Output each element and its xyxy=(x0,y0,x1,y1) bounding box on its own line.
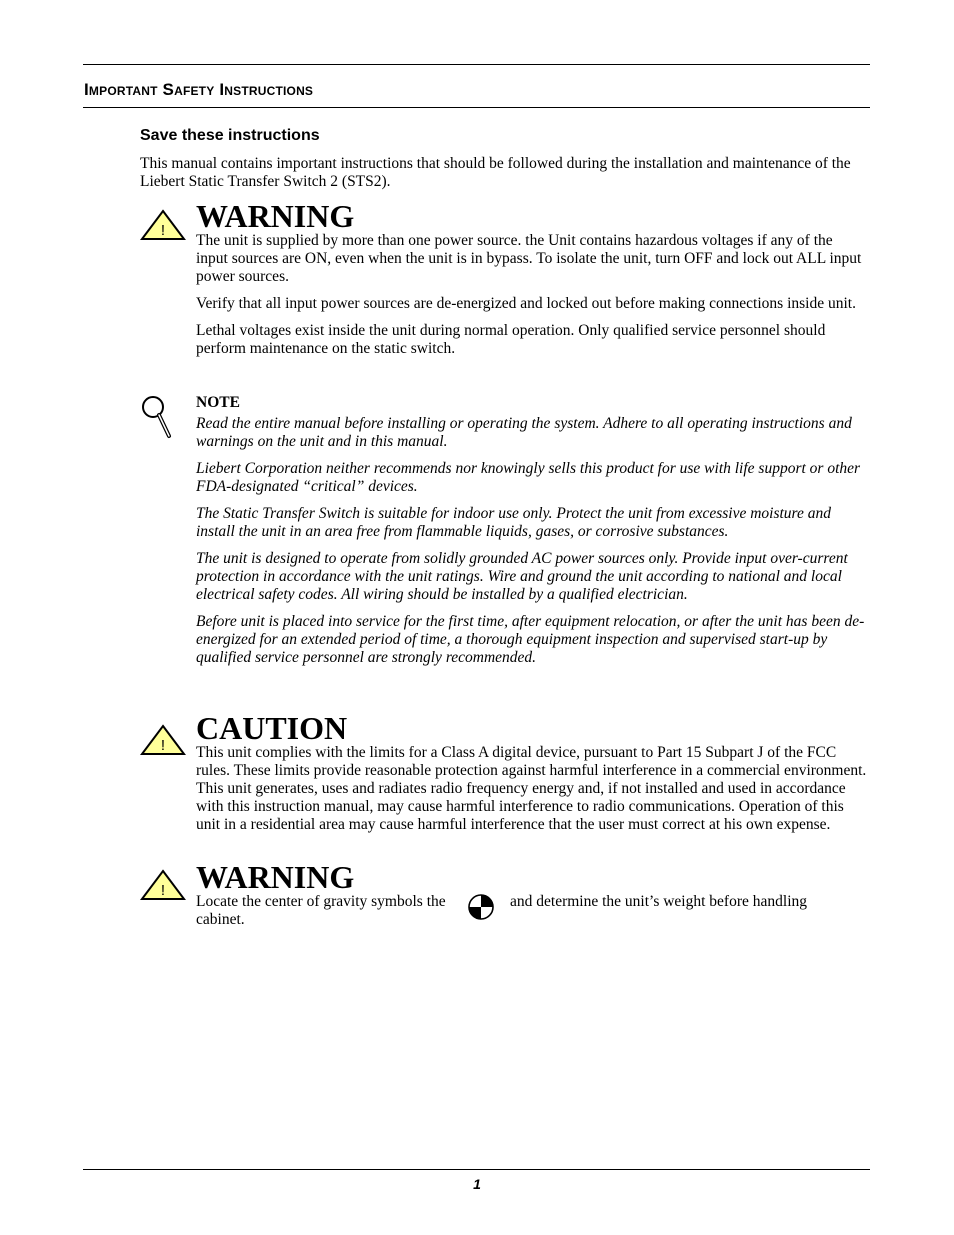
warning-paragraph: Verify that all input power sources are de-energized and locked out before making connections inside unit. xyxy=(196,295,856,312)
intro-paragraph: This manual contains important instructions that should be followed during the installation and maintenance of the Liebert Static Transfer Switch 2 (STS2). xyxy=(140,155,851,190)
cog-instruction xyxy=(196,893,868,929)
warning-triangle-icon xyxy=(140,869,186,906)
top-rule xyxy=(83,64,870,65)
magnifier-icon xyxy=(140,394,172,445)
title-underline xyxy=(83,107,870,108)
svg-text:!: ! xyxy=(160,882,166,899)
warning-paragraph: The unit is supplied by more than one power source. the Unit contains hazardous voltages if any of the input sources are ON, even when the unit is in bypass. To isolate the unit, turn OFF and lock out ALL input power sources. xyxy=(196,232,862,285)
subheading: Save these instructions xyxy=(140,127,320,144)
cog-text-before: Locate the center of gravity symbols the cabinet. xyxy=(196,893,446,928)
svg-text:!: ! xyxy=(160,222,166,239)
note-paragraph: The unit is designed to operate from solidly grounded AC power sources only. Provide input over-current protection in accordance with the unit ratings. Wire and ground the unit according to national and local electrical safety codes. All wiring should be installed by a qualified electrician. xyxy=(196,550,848,603)
warning-triangle-icon xyxy=(140,724,186,761)
caution-paragraph: This unit complies with the limits for a Class A digital device, pursuant to Part 15 Subpart J of the FCC rules. These limits provide reasonable protection against harmful interference in a commercial environment. This unit generates, uses and radiates radio frequency energy and, if not installed and used in accordance with this instruction manual, may cause harmful interference to radio communications. Operation of this unit in a residential area may cause harmful interference that the user must correct at his own expense. xyxy=(196,744,867,833)
warning-heading: WARNING xyxy=(196,198,355,234)
center-of-gravity-icon xyxy=(467,893,495,926)
caution-heading: CAUTION xyxy=(196,710,348,746)
warning-heading: WARNING xyxy=(196,859,355,895)
note-paragraph: Read the entire manual before installing or operating the system. Adhere to all operating instructions and warnings on the unit and in this manual. xyxy=(196,415,852,450)
note-paragraph: Before unit is placed into service for the first time, after equipment relocation, or after the unit has been de-energized for an extended period of time, a thorough equipment inspection and supervised start-up by qualified service personnel are strongly recommended. xyxy=(196,613,865,666)
note-label: NOTE xyxy=(196,394,240,411)
note-paragraph: Liebert Corporation neither recommends nor knowingly sells this product for use with life support or other FDA-designated “critical” devices. xyxy=(196,460,861,495)
warning-triangle-icon xyxy=(140,209,186,246)
svg-text:!: ! xyxy=(160,737,166,754)
footer-rule xyxy=(83,1169,870,1170)
section-title: Important Safety Instructions xyxy=(84,80,314,99)
warning-paragraph: Lethal voltages exist inside the unit during normal operation. Only qualified service personnel should perform maintenance on the static switch. xyxy=(196,322,826,357)
page-number: 1 xyxy=(473,1176,481,1192)
cog-text-after: and determine the unit’s weight before handling xyxy=(510,893,807,910)
note-paragraph: The Static Transfer Switch is suitable for indoor use only. Protect the unit from excessive moisture and install the unit in an area free from flammable liquids, gases, or corrosive substances. xyxy=(196,505,832,540)
